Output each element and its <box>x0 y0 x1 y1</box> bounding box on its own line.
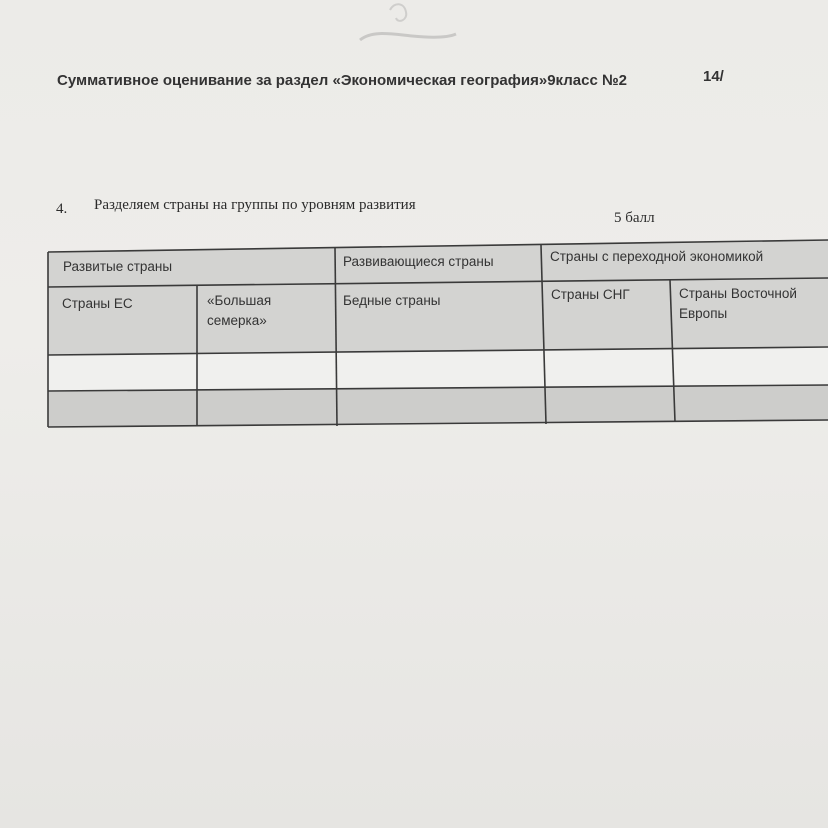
header-developed: Развитые страны <box>63 259 173 274</box>
subheader-g7-line1: «Большая <box>207 293 272 308</box>
subheader-east-europe-line2: Европы <box>679 306 728 321</box>
subheader-g7-line2: семерка» <box>207 313 267 328</box>
subheader-eu: Страны ЕС <box>62 296 133 311</box>
subheader-east-europe-line1: Страны Восточной <box>679 286 797 301</box>
page-number: 14/ <box>703 68 724 85</box>
question-points: 5 балл <box>614 210 655 226</box>
header-developing: Развивающиеся страны <box>343 254 494 269</box>
subheader-poor: Бедные страны <box>343 293 441 308</box>
question-text: Разделяем страны на группы по уровням развития <box>94 197 416 213</box>
subheader-cis: Страны СНГ <box>551 287 630 302</box>
header-transition: Страны с переходной экономикой <box>550 249 764 264</box>
question-number: 4. <box>56 201 68 217</box>
document-title: Суммативное оценивание за раздел «Экономическая география»9класс №2 <box>57 72 628 89</box>
